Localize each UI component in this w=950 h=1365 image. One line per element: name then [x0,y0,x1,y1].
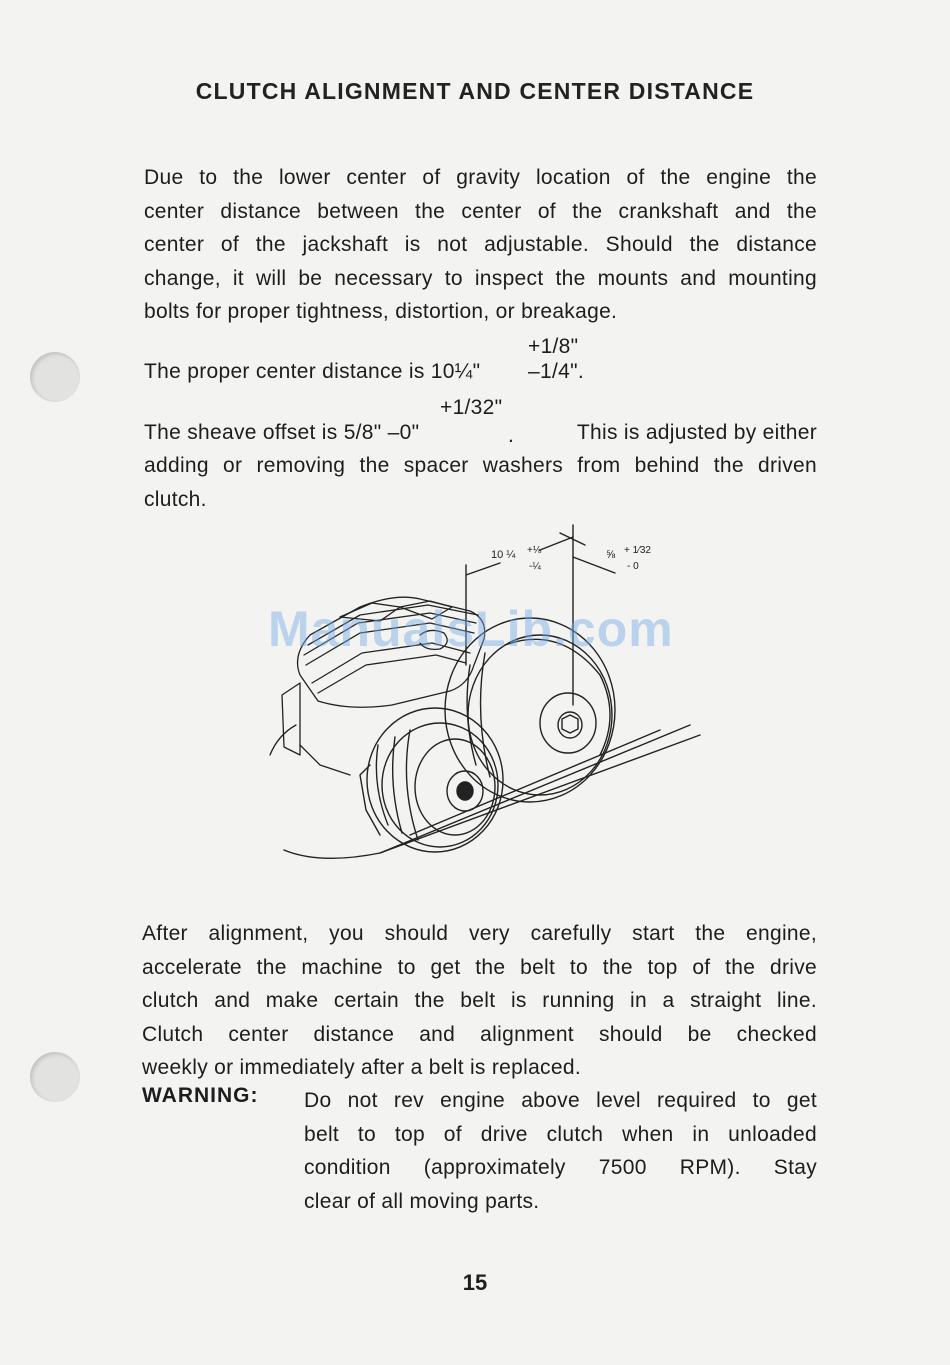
intro-line: center distance between the center of the crankshaft and the [144,199,817,223]
sheave-line: clutch. [144,487,207,511]
warning-line: belt to top of drive clutch when in unloaded [304,1122,817,1146]
sheave-line: adding or removing the spacer washers from behind the driven [144,454,817,477]
page-number: 15 [462,1270,488,1295]
sheave-offset-prefix: The sheave offset is 5/8" –0" [144,421,420,444]
sheave-offset-tol-plus: +1/32" [440,396,503,419]
sheave-offset-continuation [144,449,817,516]
binder-hole-top [30,352,80,402]
sheave-offset-dot: . [508,424,515,447]
intro-paragraph [144,161,817,329]
binder-hole-bottom [30,1052,80,1102]
dim-left-plus: +⅛ [527,545,542,556]
clutch-alignment-diagram [0,515,950,885]
page-title: CLUTCH ALIGNMENT AND CENTER DISTANCE [195,78,755,104]
sheave-offset-rest: This is adjusted by either [576,421,817,444]
after-line: Clutch center distance and alignment should be checked [142,1022,817,1046]
intro-line: bolts for proper tightness, distortion, or breakage. [144,300,618,324]
center-distance-tol-minus: –1/4". [528,360,584,383]
after-alignment-paragraph [142,917,817,1085]
after-line: After alignment, you should very carefully start the engine, [142,922,817,945]
watermark: ManualsLib.com [268,601,674,657]
after-line: accelerate the machine to get the belt to the top of the drive [142,955,817,979]
dim-right-minus: - 0 [627,561,639,572]
warning-label: WARNING: [142,1084,259,1107]
warning-line: clear of all moving parts. [304,1189,540,1213]
warning-line: Do not rev engine above level required to get [304,1089,817,1112]
dim-left-minus: -¼ [529,561,541,572]
center-distance-text: The proper center distance is 10¼" [144,360,481,383]
dim-right-plus: + 1⁄32 [624,545,651,556]
warning-line: condition (approximately 7500 RPM). Stay [304,1156,817,1180]
intro-line: change, it will be necessary to inspect the mounts and mounting [144,266,817,290]
intro-line: Due to the lower center of gravity location of the engine the [144,166,817,189]
intro-line: center of the jackshaft is not adjustable. Should the distance [144,233,817,257]
center-distance-tol-plus: +1/8" [528,335,579,358]
after-line: clutch and make certain the belt is running in a straight line. [142,989,817,1013]
dim-right-value: ⅝ [606,549,616,561]
dim-left-value: 10 ¼ [491,549,516,561]
warning-text [304,1084,817,1218]
after-line: weekly or immediately after a belt is replaced. [142,1056,581,1080]
